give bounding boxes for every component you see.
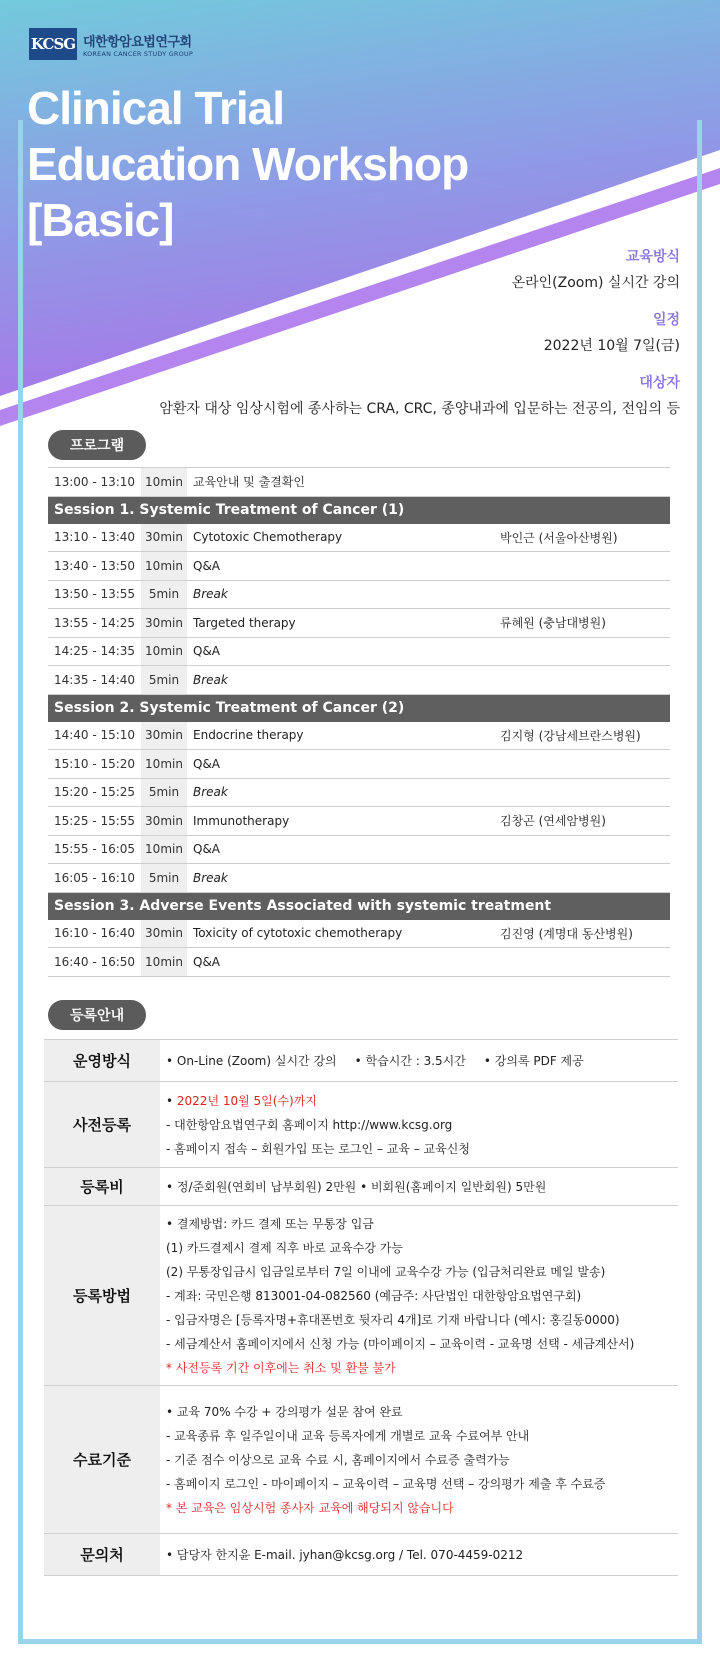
registration-content (160, 1168, 678, 1205)
registration-row (44, 1206, 678, 1386)
registration-line: - 교육종류 후 일주일이내 교육 등록자에게 개별로 교육 수료여부 안내 (166, 1428, 530, 1443)
topic-cell: Q&A (193, 756, 221, 771)
duration-cell: 10min (141, 468, 187, 496)
registration-label: 등록비 (44, 1168, 160, 1205)
title-line: [Basic] (27, 194, 174, 246)
workshop-title (27, 80, 468, 248)
duration-cell: 5min (141, 581, 187, 609)
registration-row (44, 1168, 678, 1206)
registration-row (44, 1534, 678, 1576)
registration-item: • 강의록 PDF 제공 (483, 1053, 584, 1068)
registration-line: • 담당자 한지윤 E-mail. jyhan@kcsg.org / Tel. 070-4459-0212 (166, 1547, 524, 1562)
program-row (48, 864, 670, 893)
time-cell: 13:55 - 14:25 (53, 615, 136, 630)
info-label: 일정 (652, 312, 680, 328)
time-cell: 15:55 - 16:05 (53, 842, 136, 857)
time-cell: 13:40 - 13:50 (53, 558, 136, 573)
info-schedule (159, 309, 680, 355)
time-cell: 16:40 - 16:50 (53, 954, 136, 969)
topic-cell: Q&A (193, 954, 221, 969)
time-cell: 13:00 - 13:10 (53, 474, 136, 489)
registration-line: - 입금자명은 [등록자명+휴대폰번호 뒷자리 4개]로 기재 바랍니다 (예시: 홍길동0000) (166, 1312, 620, 1327)
program-row (48, 581, 670, 610)
registration-content (160, 1206, 678, 1385)
speaker-cell: 박인근 (서울아산병원) (500, 530, 618, 545)
registration-line (166, 1049, 678, 1073)
registration-heading: 등록안내 (48, 1000, 146, 1030)
topic-cell: Break (193, 587, 228, 602)
program-heading: 프로그램 (48, 430, 146, 460)
program-row (48, 666, 670, 695)
duration-cell: 30min (141, 807, 187, 835)
topic-cell: Q&A (193, 842, 221, 857)
program-row (48, 638, 670, 667)
registration-line: • 결제방법: 카드 결제 또는 무통장 입금 (166, 1216, 374, 1231)
program-row (48, 948, 670, 977)
session-header: Session 3. Adverse Events Associated with systemic treatment (48, 893, 670, 920)
topic-cell: Break (193, 672, 228, 687)
info-method (159, 246, 680, 292)
program-row (48, 722, 670, 751)
speaker-cell (500, 836, 670, 864)
registration-row (44, 1082, 678, 1168)
registration-line: (1) 카드결제시 결제 직후 바로 교육수강 가능 (166, 1240, 403, 1255)
duration-cell: 10min (141, 836, 187, 864)
speaker-cell: 김창곤 (연세암병원) (500, 814, 606, 829)
duration-cell: 10min (141, 638, 187, 666)
time-cell: 14:25 - 14:35 (53, 644, 136, 659)
speaker-cell (500, 750, 670, 778)
program-row (48, 524, 670, 553)
registration-item: • On-Line (Zoom) 실시간 강의 (166, 1053, 337, 1068)
info-value: 2022년 10월 7일(금) (543, 338, 680, 354)
registration-label: 문의처 (44, 1534, 160, 1575)
duration-cell: 10min (141, 948, 187, 976)
speaker-cell (500, 581, 670, 609)
bullet: • (166, 1093, 177, 1108)
session-header: Session 2. Systemic Treatment of Cancer (2) (48, 695, 670, 722)
registration-row (44, 1040, 678, 1082)
logo-mark: KCSG (29, 28, 77, 60)
duration-cell: 30min (141, 609, 187, 637)
program-row (48, 468, 670, 497)
info-value: 온라인(Zoom) 실시간 강의 (511, 275, 680, 291)
topic-cell: Cytotoxic Chemotherapy (193, 530, 343, 545)
event-info (159, 246, 680, 435)
time-cell: 14:40 - 15:10 (53, 728, 136, 743)
deadline-highlight: 2022년 10월 5일(수)까지 (176, 1093, 317, 1108)
registration-line: - 대한항암요법연구회 홈페이지 http://www.kcsg.org (166, 1117, 453, 1132)
registration-line: * 본 교육은 임상시험 종사자 교육에 해당되지 않습니다 (166, 1500, 454, 1515)
registration-line: - 홈페이지 로그인 - 마이페이지 – 교육이력 – 교육명 선택 – 강의평가 제출 후 수료증 (166, 1476, 606, 1491)
registration-label: 운영방식 (44, 1040, 160, 1081)
registration-item: • 학습시간 : 3.5시간 (354, 1053, 466, 1068)
time-cell: 16:05 - 16:10 (53, 870, 136, 885)
registration-line: * 사전등록 기간 이후에는 취소 및 환불 불가 (166, 1360, 396, 1375)
registration-label: 사전등록 (44, 1082, 160, 1167)
speaker-cell (500, 468, 670, 496)
registration-label: 수료기준 (44, 1386, 160, 1533)
info-value: 암환자 대상 임상시험에 종사하는 CRA, CRC, 종양내과에 입문하는 전공의, 전임의 등 (159, 401, 680, 417)
logo-english-name: KOREAN CANCER STUDY GROUP (83, 49, 193, 58)
program-row (48, 750, 670, 779)
speaker-cell: 류혜원 (충남대병원) (500, 616, 606, 631)
registration-label: 등록방법 (44, 1206, 160, 1385)
topic-cell: Break (193, 785, 228, 800)
registration-line: - 기준 점수 이상으로 교육 수료 시, 홈페이지에서 수료증 출력가능 (166, 1452, 510, 1467)
registration-line: - 세금계산서 홈페이지에서 신청 가능 (마이페이지 – 교육이력 - 교육명 선택 - 세금계산서) (166, 1336, 635, 1351)
registration-line: • 교육 70% 수강 + 강의평가 설문 참여 완료 (166, 1404, 403, 1419)
registration-content (160, 1534, 678, 1575)
topic-cell: Immunotherapy (193, 813, 290, 828)
registration-line: (2) 무통장입금시 입금일로부터 7일 이내에 교육수강 가능 (입금처리완료 메일 발송) (166, 1264, 606, 1279)
duration-cell: 5min (141, 666, 187, 694)
speaker-cell (500, 948, 670, 976)
time-cell: 15:10 - 15:20 (53, 756, 136, 771)
program-row (48, 552, 670, 581)
registration-content (160, 1040, 678, 1081)
topic-cell: 교육안내 및 출결확인 (193, 475, 305, 490)
registration-line: - 계좌: 국민은행 813001-04-082560 (예금주: 사단법인 대한항암요법연구회) (166, 1288, 582, 1303)
speaker-cell: 김진영 (계명대 동산병원) (500, 926, 633, 941)
registration-row (44, 1386, 678, 1534)
duration-cell: 30min (141, 722, 187, 750)
time-cell: 15:20 - 15:25 (53, 785, 136, 800)
duration-cell: 10min (141, 552, 187, 580)
duration-cell: 5min (141, 779, 187, 807)
time-cell: 13:10 - 13:40 (53, 530, 136, 545)
registration-line (166, 1089, 678, 1113)
registration-content (160, 1082, 678, 1167)
logo-korean-name: 대한항암요법연구회 (83, 34, 192, 50)
program-row (48, 609, 670, 638)
topic-cell: Break (193, 870, 228, 885)
session-header: Session 1. Systemic Treatment of Cancer (1) (48, 497, 670, 524)
time-cell: 16:10 - 16:40 (53, 926, 136, 941)
duration-cell: 10min (141, 750, 187, 778)
title-line: Clinical Trial (27, 82, 284, 134)
speaker-cell: 김지형 (강남세브란스병원) (500, 728, 641, 743)
time-cell: 13:50 - 13:55 (53, 587, 136, 602)
registration-table (44, 1039, 678, 1576)
info-audience (159, 372, 680, 418)
title-line: Education Workshop (27, 138, 469, 190)
time-cell: 15:25 - 15:55 (53, 813, 136, 828)
topic-cell: Toxicity of cytotoxic chemotherapy (193, 926, 403, 941)
speaker-cell (500, 779, 670, 807)
registration-line: • 정/준회원(연회비 납부회원) 2만원 • 비회원(홈페이지 일반회원) 5만원 (166, 1179, 547, 1194)
program-row (48, 920, 670, 949)
registration-line: - 홈페이지 접속 – 회원가입 또는 로그인 – 교육 – 교육신청 (166, 1141, 470, 1156)
speaker-cell (500, 864, 670, 892)
topic-cell: Q&A (193, 644, 221, 659)
topic-cell: Endocrine therapy (193, 728, 304, 743)
speaker-cell (500, 552, 670, 580)
speaker-cell (500, 666, 670, 694)
info-label: 교육방식 (625, 249, 680, 265)
program-row (48, 779, 670, 808)
topic-cell: Targeted therapy (193, 615, 296, 630)
duration-cell: 30min (141, 920, 187, 948)
speaker-cell (500, 638, 670, 666)
program-row (48, 807, 670, 836)
topic-cell: Q&A (193, 558, 221, 573)
program-row (48, 836, 670, 865)
kcsg-logo (29, 28, 193, 60)
program-table (48, 467, 670, 977)
duration-cell: 30min (141, 524, 187, 552)
duration-cell: 5min (141, 864, 187, 892)
info-label: 대상자 (639, 375, 680, 391)
registration-content (160, 1386, 678, 1533)
time-cell: 14:35 - 14:40 (53, 672, 136, 687)
